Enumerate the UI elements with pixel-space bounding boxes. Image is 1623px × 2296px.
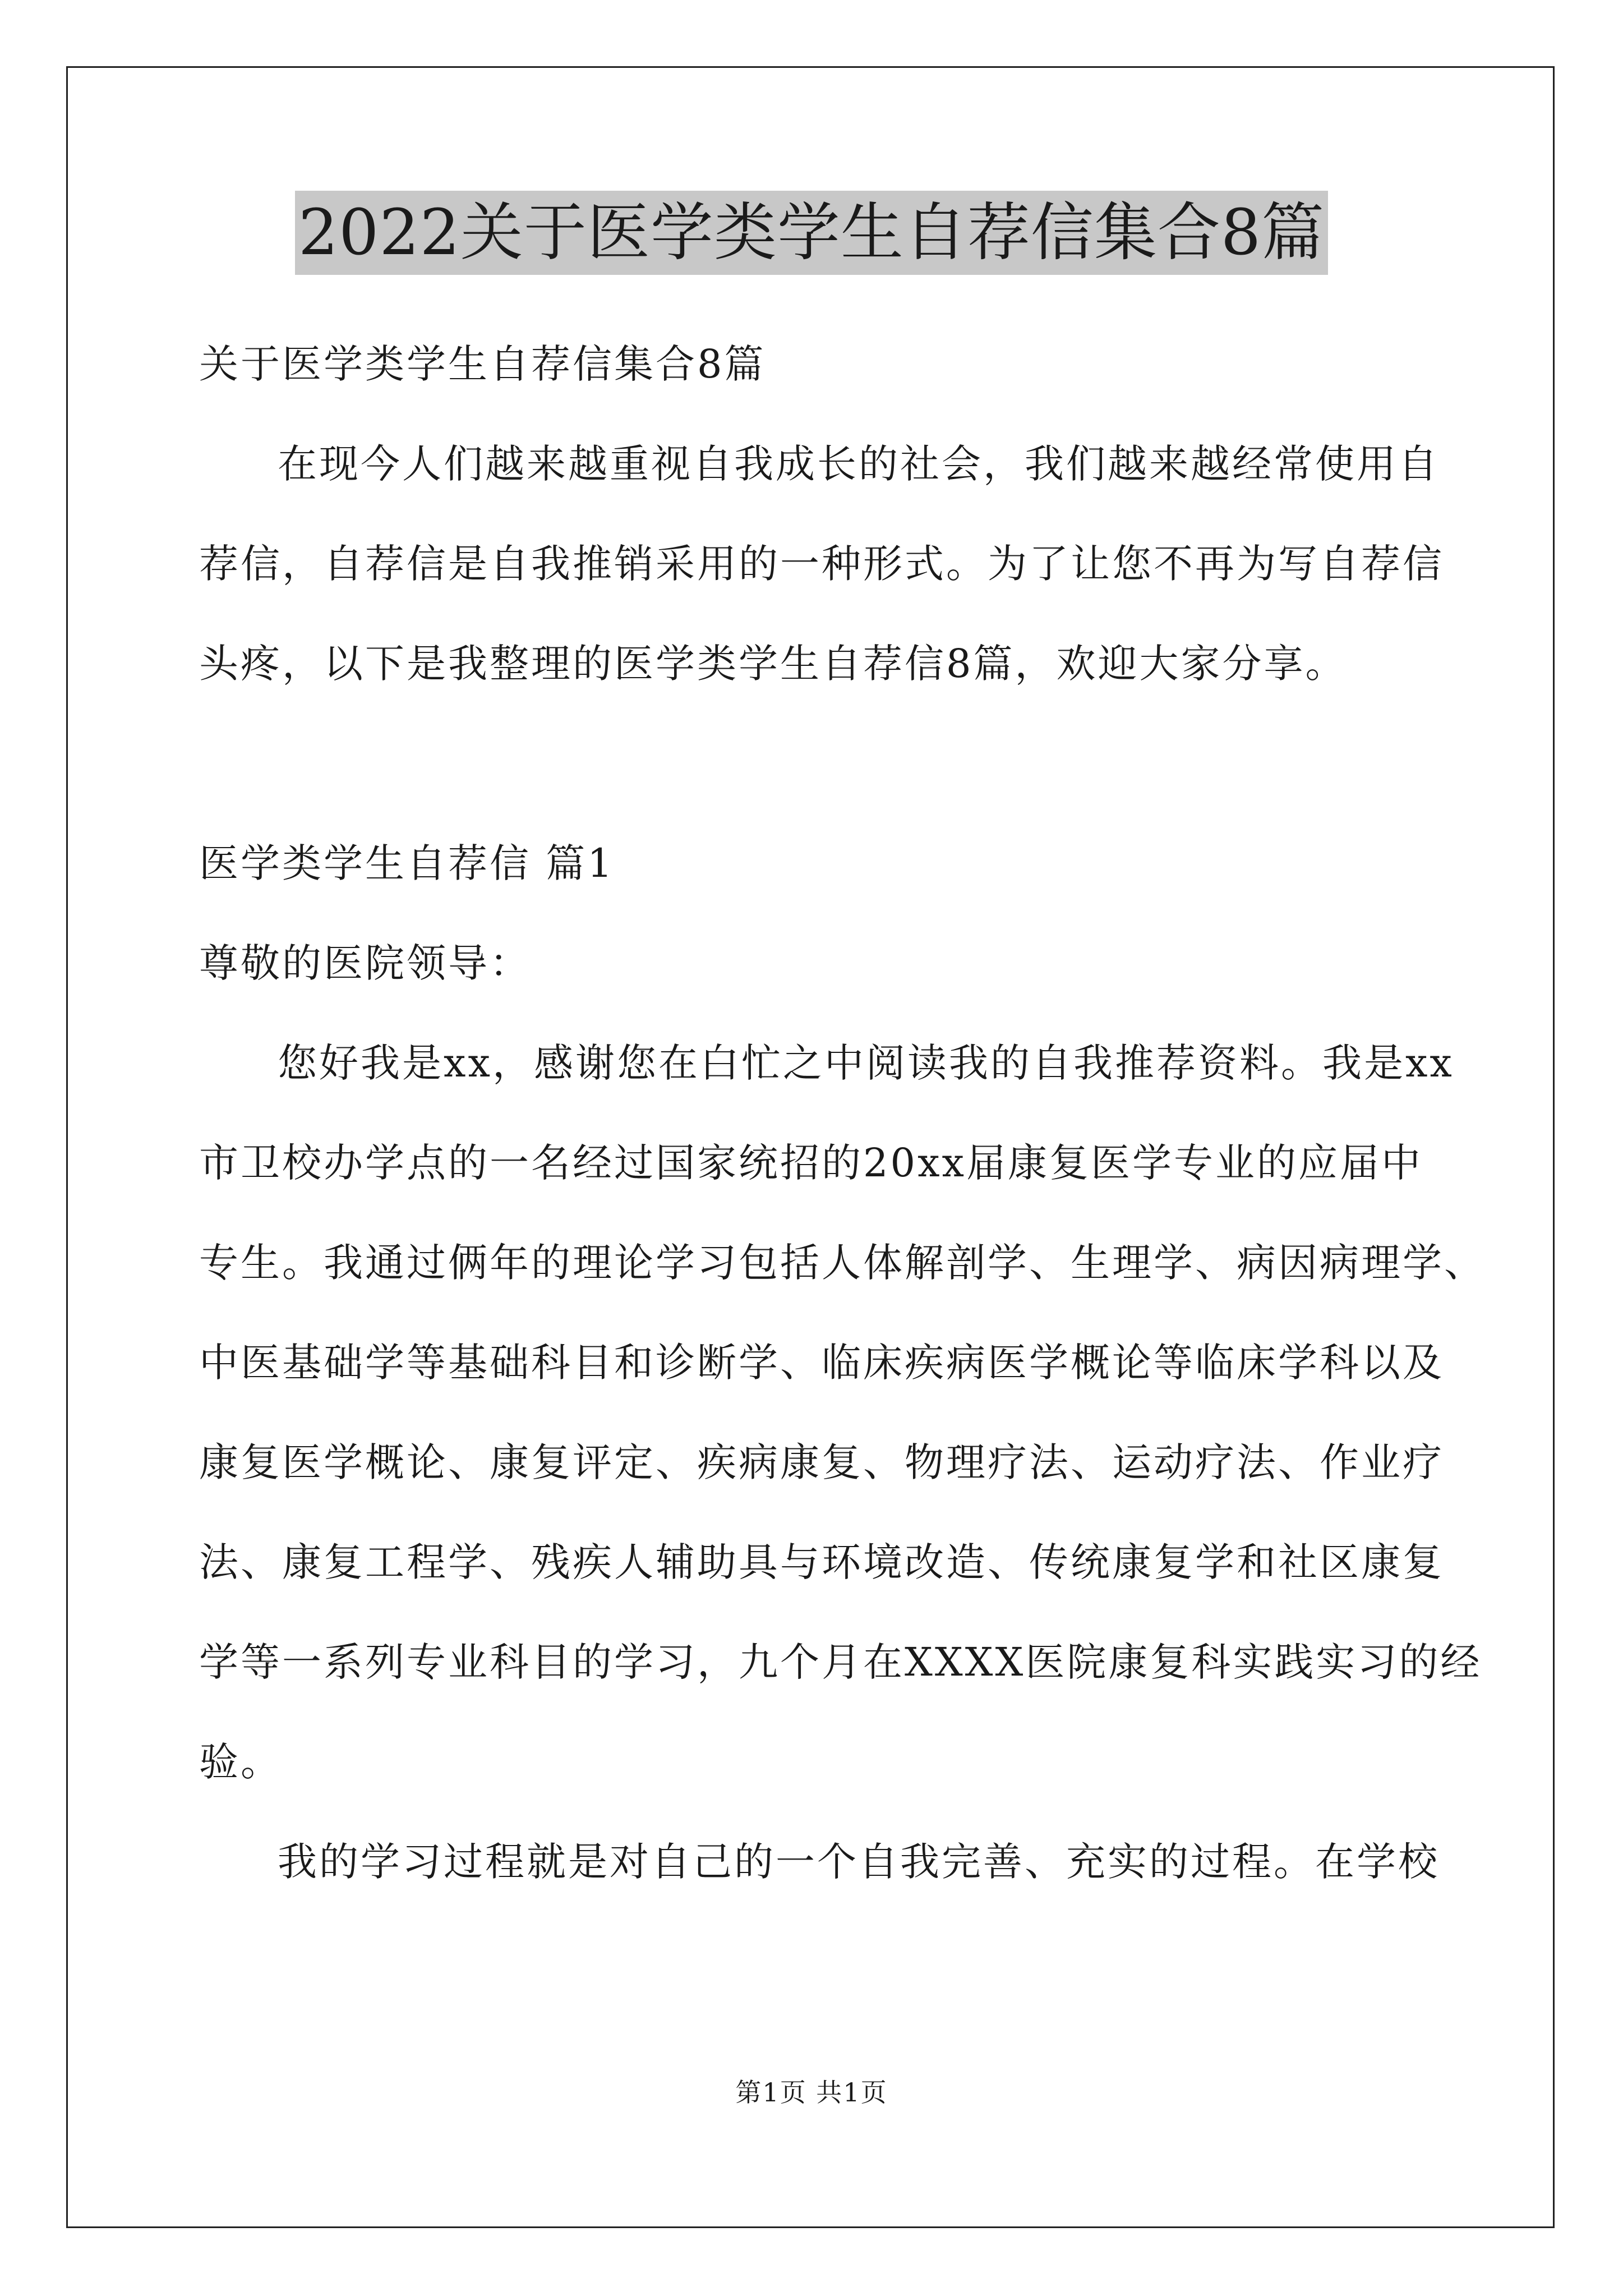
paragraph-line: 验。 [199, 1739, 282, 1785]
paragraph-line: 康复医学概论、康复评定、疾病康复、物理疗法、运动疗法、作业疗 [199, 1439, 1444, 1485]
paragraph-line: 我的学习过程就是对自己的一个自我完善、充实的过程。在学校 [278, 1839, 1440, 1885]
paragraph-line: 您好我是xx，感谢您在白忙之中阅读我的自我推荐资料。我是xx [278, 1040, 1454, 1086]
paragraph-line: 专生。我通过俩年的理论学习包括人体解剖学、生理学、病因病理学、 [199, 1240, 1486, 1286]
section-heading: 医学类学生自荐信 篇1 [199, 840, 615, 886]
intro-line: 在现今人们越来越重视自我成长的社会，我们越来越经常使用自 [278, 441, 1440, 487]
document-body [199, 314, 1486, 1912]
paragraph-line: 中医基础学等基础科目和诊断学、临床疾病医学概论等临床学科以及 [199, 1340, 1444, 1386]
paragraph-line: 学等一系列专业科目的学习，九个月在XXXX医院康复科实践实习的经 [199, 1639, 1482, 1685]
title-container [0, 191, 1623, 275]
intro-line: 头疼，以下是我整理的医学类学生自荐信8篇，欢迎大家分享。 [199, 641, 1347, 687]
document-subtitle: 关于医学类学生自荐信集合8篇 [199, 341, 766, 387]
paragraph-line: 法、康复工程学、残疾人辅助具与环境改造、传统康复学和社区康复 [199, 1539, 1444, 1585]
document-title: 2022关于医学类学生自荐信集合8篇 [295, 191, 1328, 275]
salutation: 尊敬的医院领导： [199, 940, 531, 986]
paragraph-line: 市卫校办学点的一名经过国家统招的20xx届康复医学专业的应届中 [199, 1140, 1423, 1186]
intro-line: 荐信，自荐信是自我推销采用的一种形式。为了让您不再为写自荐信 [199, 541, 1444, 587]
page-number-footer: 第1页 共1页 [735, 2077, 888, 2108]
spacer [199, 714, 1455, 813]
